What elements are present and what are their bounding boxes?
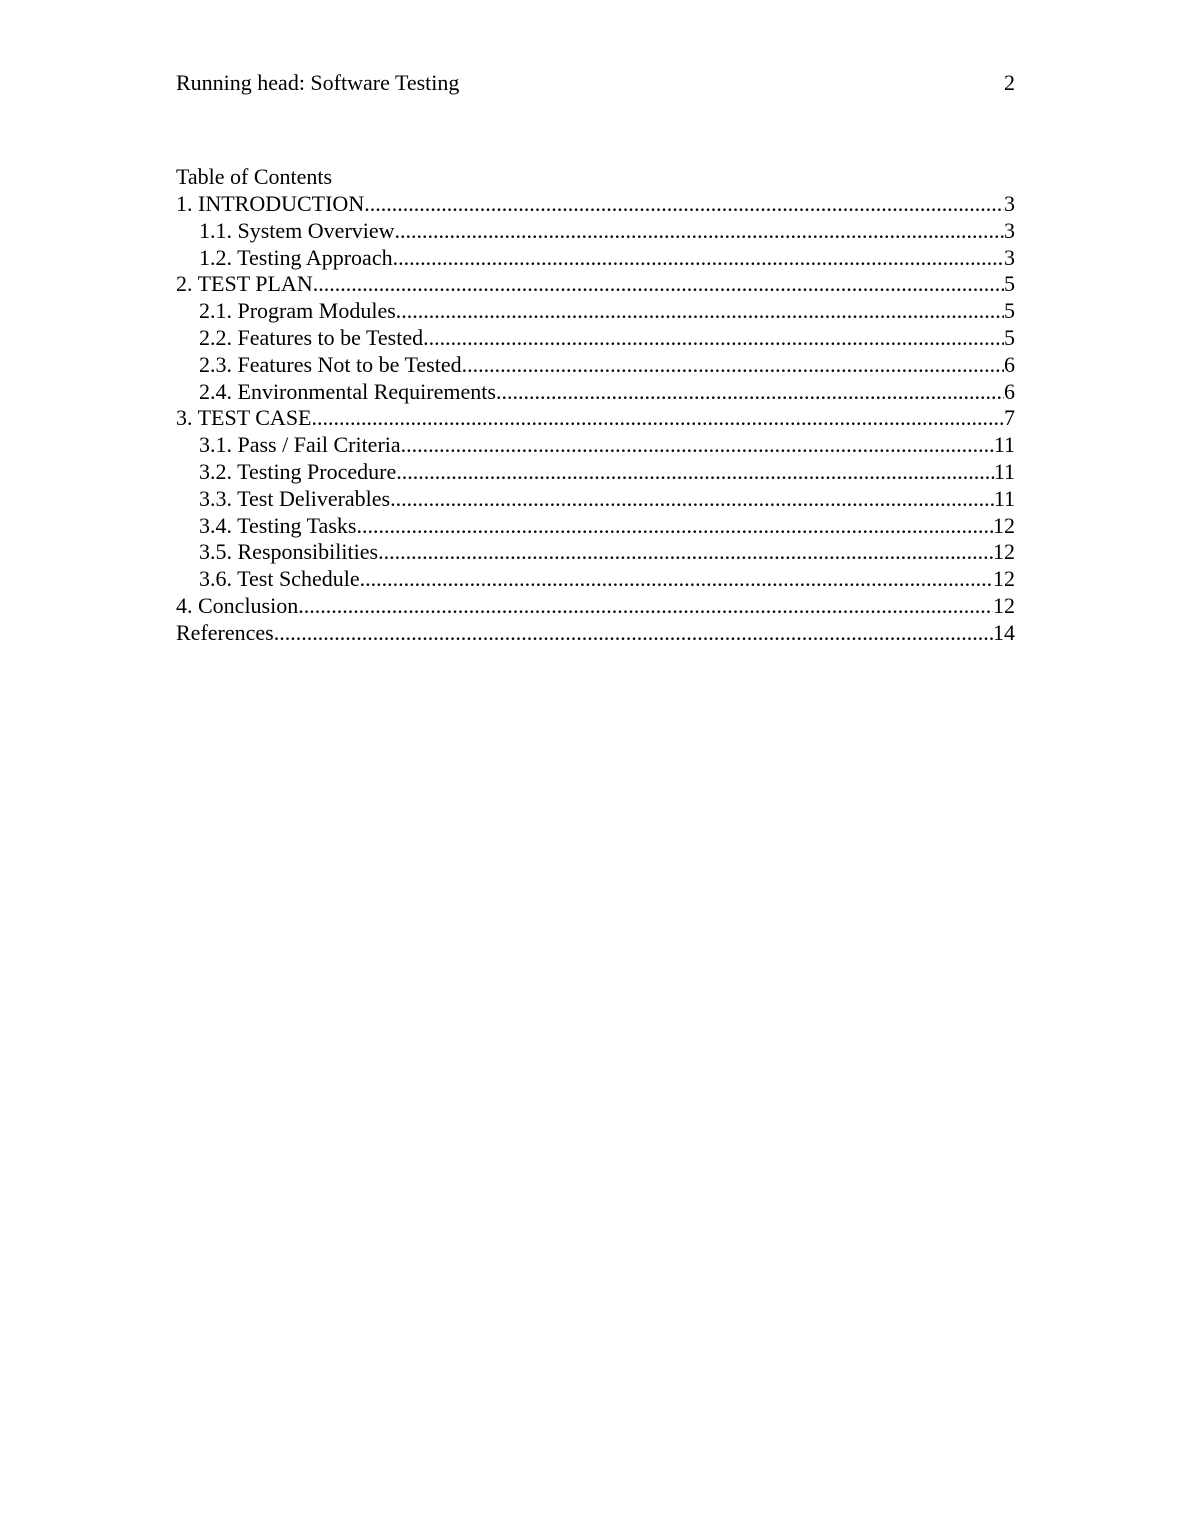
running-head: Running head: Software Testing (176, 70, 460, 95)
dot-leader (496, 379, 1004, 406)
dot-leader (423, 325, 1004, 352)
toc-entry-page: 3 (1004, 191, 1015, 216)
toc-entry-page: 5 (1004, 298, 1015, 324)
dot-leader (396, 298, 1004, 325)
toc-entry-label: 3.6. Test Schedule (199, 566, 360, 592)
toc-entry-features-to-be-tested[interactable] (176, 325, 1015, 352)
dot-leader (298, 593, 993, 620)
dot-leader (462, 352, 1004, 379)
toc-entry-label: 2.3. Features Not to be Tested (199, 351, 462, 377)
toc-entry-page: 6 (1004, 351, 1015, 377)
toc-entry-page: 3 (1004, 244, 1015, 270)
toc-entry-pass-fail-criteria[interactable] (176, 432, 1015, 459)
page-header (176, 68, 1015, 98)
toc-entry-page: 12 (993, 592, 1015, 618)
dot-leader (313, 271, 1004, 298)
toc-entry-label: 3.2. Testing Procedure (199, 458, 397, 484)
dot-leader (274, 620, 993, 647)
toc-list (176, 191, 1015, 647)
toc-entry-label: 2.2. Features to be Tested (199, 324, 424, 350)
toc-entry-introduction[interactable] (176, 191, 1015, 218)
toc-entry-page: 6 (1004, 378, 1015, 404)
toc-entry-test-deliverables[interactable] (176, 486, 1015, 513)
toc-entry-page: 11 (993, 485, 1015, 511)
dot-leader (378, 539, 993, 566)
dot-leader (393, 245, 1004, 272)
toc-entry-page: 7 (1004, 405, 1015, 431)
dot-leader (395, 218, 1004, 245)
toc-entry-testing-procedure[interactable] (176, 459, 1015, 486)
toc-entry-label: 3.5. Responsibilities (199, 539, 379, 565)
toc-entry-page: 11 (993, 458, 1015, 484)
toc-entry-page: 12 (993, 566, 1015, 592)
toc-entry-page: 12 (993, 512, 1015, 538)
toc-entry-test-schedule[interactable] (176, 566, 1015, 593)
dot-leader (312, 405, 1005, 432)
toc-entry-label: 2.1. Program Modules (199, 298, 396, 324)
toc-entry-page: 11 (993, 432, 1015, 458)
toc-entry-responsibilities[interactable] (176, 539, 1015, 566)
toc-entry-label: 2.4. Environmental Requirements (199, 378, 496, 404)
toc-entry-label: 3.4. Testing Tasks (199, 512, 357, 538)
dot-leader (390, 486, 994, 513)
toc-entry-page: 5 (1004, 271, 1015, 297)
dot-leader (360, 566, 993, 593)
toc-entry-page: 12 (993, 539, 1015, 565)
toc-entry-references[interactable] (176, 620, 1015, 647)
toc-entry-testing-approach[interactable] (176, 245, 1015, 272)
toc-entry-label: 1.1. System Overview (199, 217, 395, 243)
toc-entry-label: 3.1. Pass / Fail Criteria (199, 432, 401, 458)
toc-entry-label: 1. INTRODUCTION (176, 191, 365, 216)
toc-entry-label: 3.3. Test Deliverables (199, 485, 391, 511)
toc-entry-label: References (176, 619, 274, 645)
toc-entry-label: 1.2. Testing Approach (199, 244, 393, 270)
table-of-contents (176, 163, 1015, 647)
dot-leader (364, 191, 1004, 218)
toc-entry-page: 5 (1004, 324, 1015, 350)
toc-title: Table of Contents (176, 164, 333, 189)
toc-entry-test-plan[interactable] (176, 271, 1015, 298)
toc-entry-system-overview[interactable] (176, 218, 1015, 245)
page-number: 2 (1004, 70, 1015, 95)
toc-entry-conclusion[interactable] (176, 593, 1015, 620)
toc-entry-page: 14 (993, 619, 1015, 645)
toc-entry-label: 4. Conclusion (176, 592, 299, 618)
toc-entry-test-case[interactable] (176, 405, 1015, 432)
toc-entry-features-not-to-be-tested[interactable] (176, 352, 1015, 379)
toc-entry-environmental-requirements[interactable] (176, 379, 1015, 406)
dot-leader (401, 432, 994, 459)
toc-entry-page: 3 (1004, 217, 1015, 243)
toc-entry-testing-tasks[interactable] (176, 513, 1015, 540)
toc-entry-label: 3. TEST CASE (176, 405, 312, 431)
dot-leader (356, 513, 993, 540)
toc-entry-label: 2. TEST PLAN (176, 271, 313, 297)
dot-leader (396, 459, 994, 486)
toc-entry-program-modules[interactable] (176, 298, 1015, 325)
